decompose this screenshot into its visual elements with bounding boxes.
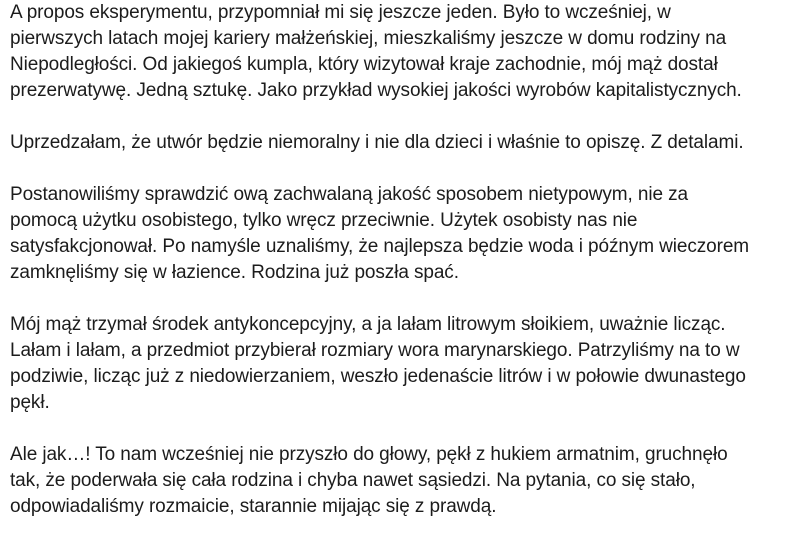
text-line: Ale jak…! To nam wcześniej nie przyszło do głowy, pękł z hukiem armatnim, gruchnęło [10, 444, 728, 465]
text-line: Mój mąż trzymał środek antykoncepcyjny, a ja lałam litrowym słoikiem, uważnie licząc. [10, 314, 726, 335]
text-line: pomocą użytku osobistego, tylko wręcz przeciwnie. Użytek osobisty nas nie [10, 210, 638, 231]
text-line: A propos eksperymentu, przypomniał mi się jeszcze jeden. Było to wcześniej, w [10, 2, 671, 23]
paragraph [10, 0, 796, 104]
text-line: odpowiadaliśmy rozmaicie, starannie mijając się z prawdą. [10, 496, 497, 517]
text-line: podziwie, licząc już z niedowierzaniem, weszło jedenaście litrów i w połowie dwunastego [10, 366, 746, 387]
text-line: zamknęliśmy się w łazience. Rodzina już poszła spać. [10, 262, 459, 283]
text-line: satysfakcjonował. Po namyśle uznaliśmy, że najlepsza będzie woda i późnym wieczorem [10, 236, 750, 257]
paragraph [10, 130, 796, 156]
text-line: Lałam i lałam, a przedmiot przybierał rozmiary wora marynarskiego. Patrzyliśmy na to w [10, 340, 740, 361]
paragraph [10, 182, 796, 286]
text-line: prezerwatywę. Jedną sztukę. Jako przykład wysokiej jakości wyrobów kapitalistycznych. [10, 80, 742, 101]
text-line: Postanowiliśmy sprawdzić ową zachwalaną jakość sposobem nietypowym, nie za [10, 184, 688, 205]
paragraph [10, 312, 796, 416]
text-line: pierwszych latach mojej kariery małżeńskiej, mieszkaliśmy jeszcze w domu rodziny na [10, 28, 727, 49]
paragraph [10, 442, 796, 520]
text-line: tak, że poderwała się cała rodzina i chyba nawet sąsiedzi. Na pytania, co się stało, [10, 470, 696, 491]
text-line: Niepodległości. Od jakiegoś kumpla, który wizytował kraje zachodnie, mój mąż dostał [10, 54, 718, 75]
text-line: Uprzedzałam, że utwór będzie niemoralny i nie dla dzieci i właśnie to opiszę. Z detalami. [10, 132, 744, 153]
text-line: pękł. [10, 392, 50, 413]
document-body [10, 0, 796, 546]
